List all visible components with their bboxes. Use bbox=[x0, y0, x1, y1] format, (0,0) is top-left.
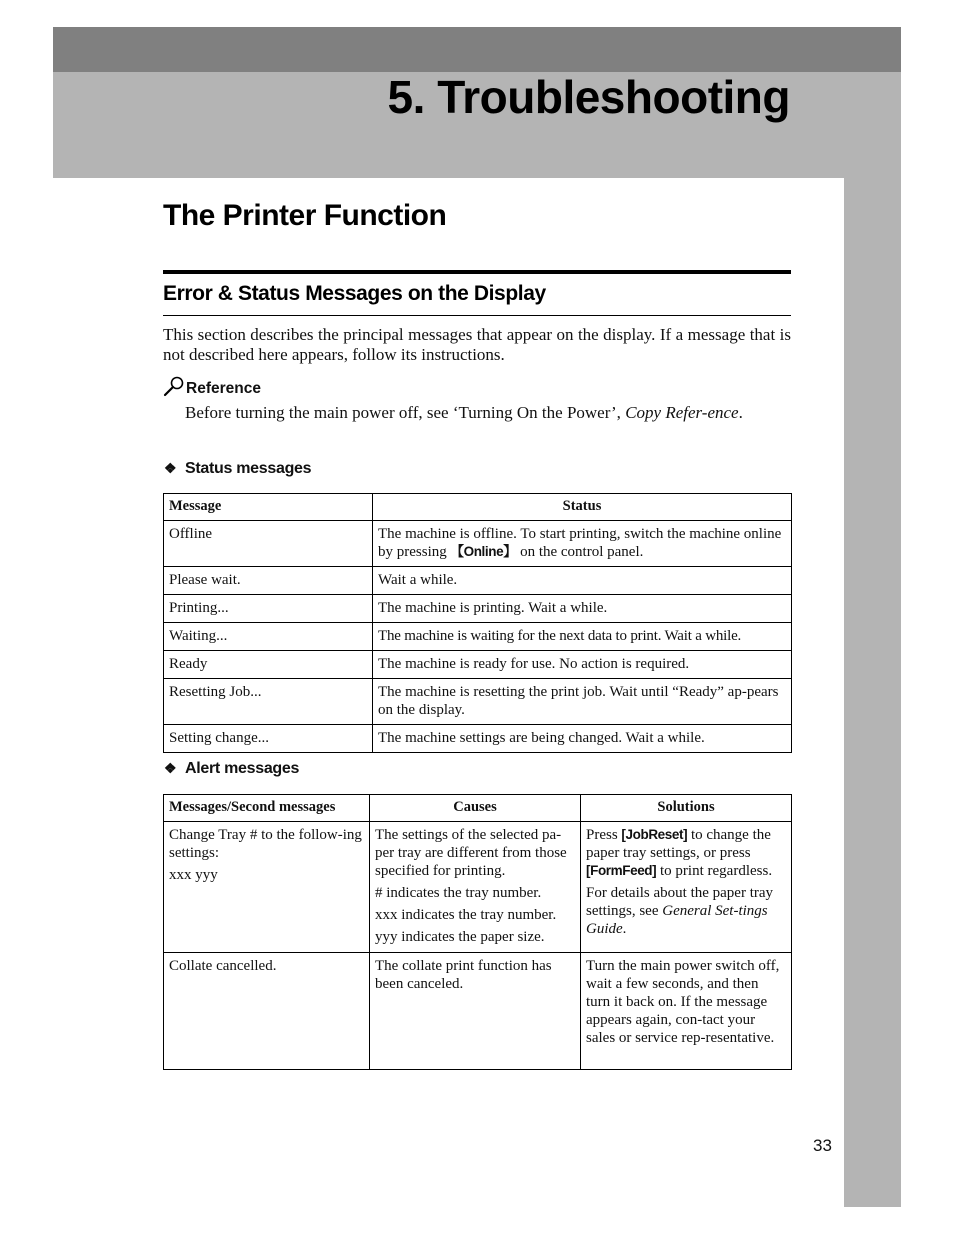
subsection-rule bbox=[163, 315, 791, 316]
section-title: The Printer Function bbox=[163, 199, 447, 232]
alert-messages-heading bbox=[164, 760, 299, 778]
header-message: Message bbox=[164, 494, 373, 521]
status-cell: The machine is resetting the print job. Wait until “Ready” ap-pears on the display. bbox=[373, 679, 792, 725]
message-cell: Waiting... bbox=[164, 623, 373, 651]
message-cell: Please wait. bbox=[164, 567, 373, 595]
header-band-dark bbox=[53, 27, 901, 72]
message-cell bbox=[164, 822, 370, 953]
subsection-title: Error & Status Messages on the Display bbox=[163, 282, 546, 305]
jobreset-key-label: [JobReset] bbox=[621, 827, 688, 842]
formfeed-key-label: [FormFeed] bbox=[586, 863, 657, 878]
reference-text bbox=[185, 403, 791, 423]
guide-title: General Set-tings Guide bbox=[586, 903, 768, 937]
cause-text: yyy indicates the paper size. bbox=[375, 929, 545, 945]
message-cell: Printing... bbox=[164, 595, 373, 623]
solution-part: to print regardless. bbox=[656, 863, 773, 879]
header-solutions: Solutions bbox=[581, 795, 792, 822]
table-header-row bbox=[164, 795, 792, 822]
online-key-label: 【Online】 bbox=[450, 544, 517, 559]
diamond-bullet-icon: ❖ bbox=[164, 760, 177, 776]
diamond-bullet-icon: ❖ bbox=[164, 460, 177, 476]
cause-text: The settings of the selected pa-per tray are different from those specified for printing. bbox=[375, 827, 567, 879]
side-band bbox=[844, 178, 901, 1207]
solution-part: . bbox=[622, 921, 627, 937]
status-messages-table bbox=[163, 493, 792, 753]
table-row bbox=[164, 679, 792, 725]
table-header-row bbox=[164, 494, 792, 521]
table-row bbox=[164, 623, 792, 651]
message-cell: Ready bbox=[164, 651, 373, 679]
solution-text bbox=[586, 884, 786, 938]
header-messages: Messages/Second messages bbox=[164, 795, 370, 822]
message-cell: Collate cancelled. bbox=[164, 953, 370, 1070]
message-text: Change Tray # to the follow-ing settings: bbox=[169, 827, 362, 861]
status-cell: The machine is printing. Wait a while. bbox=[373, 595, 792, 623]
status-cell: The machine is ready for use. No action is required. bbox=[373, 651, 792, 679]
message-cell: Resetting Job... bbox=[164, 679, 373, 725]
reference-text-main: Before turning the main power off, see ‘Turning On the Power’, bbox=[185, 403, 626, 422]
solution-part: Press bbox=[586, 827, 622, 843]
table-row bbox=[164, 651, 792, 679]
status-text: The machine is offline. To start printing, switch the machine online by pressing bbox=[378, 526, 782, 560]
reference-label: Reference bbox=[186, 380, 261, 397]
solution-text bbox=[586, 826, 786, 880]
solutions-cell bbox=[581, 822, 792, 953]
table-row bbox=[164, 953, 792, 1070]
status-cell: The machine settings are being changed. Wait a while. bbox=[373, 725, 792, 753]
table-row bbox=[164, 521, 792, 567]
reference-text-end: . bbox=[738, 403, 743, 422]
cause-text: xxx indicates the tray number. bbox=[375, 907, 557, 923]
magnifier-icon bbox=[163, 375, 185, 397]
status-text-end: on the control panel. bbox=[516, 544, 644, 560]
message-extra: xxx yyy bbox=[169, 867, 218, 883]
section-rule bbox=[163, 270, 791, 274]
message-cell: Offline bbox=[164, 521, 373, 567]
status-heading-text: Status messages bbox=[185, 460, 312, 477]
intro-paragraph: This section describes the principal messages that appear on the display. If a message that is not described here appears, follow its instructions. bbox=[163, 325, 791, 364]
reference-book-title: Copy Refer-ence bbox=[625, 403, 739, 422]
alert-heading-text: Alert messages bbox=[185, 760, 300, 777]
alert-messages-table bbox=[163, 794, 792, 1070]
table-row bbox=[164, 567, 792, 595]
page-number: 33 bbox=[813, 1136, 832, 1155]
causes-cell bbox=[370, 822, 581, 953]
status-cell: Wait a while. bbox=[373, 567, 792, 595]
chapter-title: 5. Troubleshooting bbox=[387, 71, 790, 123]
status-cell bbox=[373, 521, 792, 567]
table-row bbox=[164, 725, 792, 753]
message-cell: Setting change... bbox=[164, 725, 373, 753]
cause-text: # indicates the tray number. bbox=[375, 885, 542, 901]
table-row bbox=[164, 595, 792, 623]
header-status: Status bbox=[373, 494, 792, 521]
solution-part: to change the paper tray settings, or press bbox=[586, 827, 771, 861]
header-causes: Causes bbox=[370, 795, 581, 822]
solution-part: For details about the paper tray settings, see bbox=[586, 885, 774, 919]
status-messages-heading bbox=[164, 460, 311, 478]
status-cell: The machine is waiting for the next data to print. Wait a while. bbox=[373, 623, 792, 651]
solutions-cell: Turn the main power switch off, wait a few seconds, and then turn it back on. If the message appears again, con-tact your sales or service rep-resentative. bbox=[581, 953, 792, 1070]
table-row bbox=[164, 822, 792, 953]
causes-cell: The collate print function has been canceled. bbox=[370, 953, 581, 1070]
